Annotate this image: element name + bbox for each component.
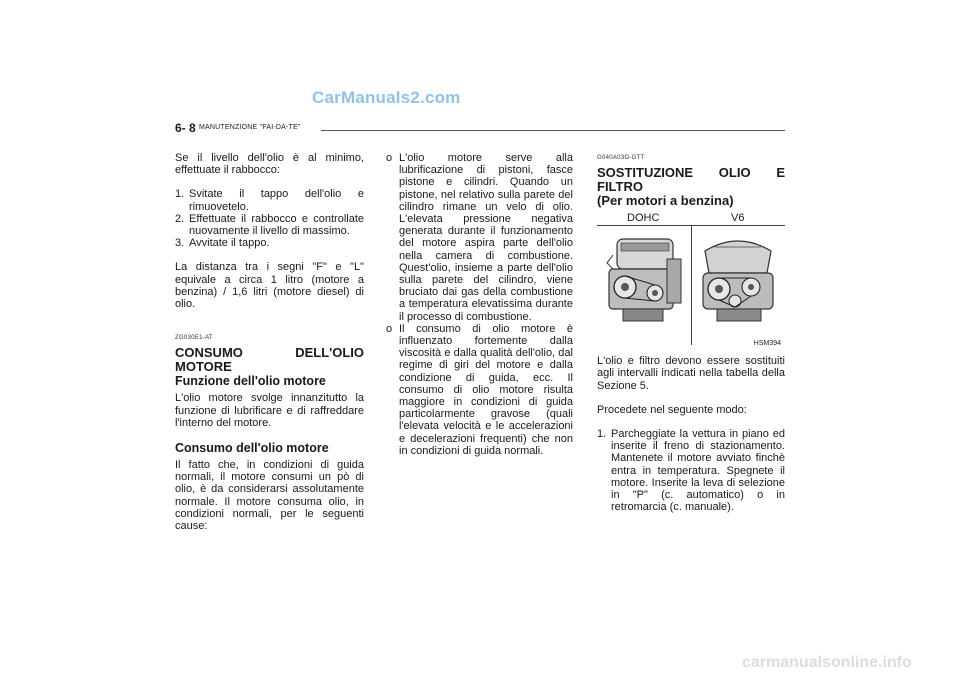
step-number: 2. [175,212,185,225]
page-header [175,121,785,137]
step-text: Parcheggiate la vettura in piano ed inserite il freno di stazionamento. Mantenete il motore avviato finchè entra in temperatura. Spegnete il motore. Inserite la leva di selezione in "P" (c. automatico) o in retromarcia (c. manuale). [611,428,785,514]
column-right [597,152,785,513]
function-subtitle: Funzione dell'olio motore [175,374,326,389]
bullet: o [386,152,393,164]
figure-code: HSM394 [753,340,781,348]
section-title: MANUTENZIONE "FAI-DA-TE" [199,124,301,131]
consumption-text: Il fatto che, in condizioni di guida normali, il motore consumi un pò di olio, è da considerarsi assolutamente normale. Il motore consuma olio, in condizioni normali, per le seguenti cause: [175,459,364,533]
list-item [175,188,364,212]
step-text: Effettuate il rabbocco e controllate nuovamente il livello di massimo. [189,212,364,238]
refill-intro: Se il livello dell'olio è al minimo, effettuate il rabbocco: [175,152,364,177]
procedure-intro: Procedete nel seguente modo: [597,403,747,416]
section-code: G040A03O-GTT [597,155,645,161]
list-item [175,213,364,237]
step-number: 3. [175,237,185,250]
interval-text: L'olio e filtro devono essere sostituiti agli intervalli indicati nella tabella della Sezione 5. [597,355,785,392]
bullet-text: L'olio motore serve alla lubrificazione di pistoni, fasce pistone e cilindri. Quando un pistone, nel relativo sulla parete del cilindro rimane un velo di olio. L'elevata pressione negativa generata durante il funzionamento del motore aspira parte dell'olio nella camera di combustione. Quest'olio, insieme a parte dell'olio sulla parete del cilindro, viene bruciato dai gas della combustione a temperatura elevatissima durante il processo di combustione. [399,152,573,323]
distance-note: La distanza tra i segni "F" e "L" equivale a circa 1 litro (motore a benzina) / 1,6 litri (motore diesel) di olio. [175,261,364,311]
section-code: ZG030E1-AT [175,335,213,342]
refill-steps [175,188,364,249]
list-item [386,152,573,323]
step-number: 1. [597,428,607,441]
step-number: 1. [175,188,185,201]
consumption-subtitle: Consumo dell'olio motore [175,441,329,456]
figure-divider [691,225,692,345]
function-text: L'olio motore svolge innanzitutto la funzione di lubrificare e di raffreddare l'interno del motore. [175,392,364,429]
figure-label-v6: V6 [731,212,745,225]
page-number: 6- 8 [175,121,196,135]
oil-change-subtitle: (Per motori a benzina) [597,193,734,209]
list-item [597,428,785,513]
column-left [175,152,364,532]
step-text: Avvitate il tappo. [189,237,270,250]
figure-label-dohc: DOHC [627,212,660,225]
bullet-text: Il consumo di olio motore è influenzato fortemente dalla viscosità e dalla qualità dell'olio, dal regime di giri del motore e dalla condizione di guida, ecc. Il consumo di olio motore risulta maggiore in condizioni di guida particolarmente gravose (quali l'elevata velocità e le accelerazioni e decelerazioni frequenti) che non in condizioni di guida normali. [399,322,573,457]
watermark-bottom: carmanualsonline.info [742,654,912,671]
engine-figure [597,211,785,351]
dohc-engine-illustration [603,229,687,329]
v6-engine-illustration [695,229,781,329]
bullet: o [386,322,393,335]
watermark-top: CarManuals2.com [312,88,461,107]
list-item [386,323,573,457]
header-rule [321,130,785,131]
consumption-title: CONSUMO DELL'OLIO MOTORE [175,345,364,375]
list-item [175,237,364,249]
step-text: Svitate il tappo dell'olio e rimuovetelo. [189,188,364,213]
oil-change-title: SOSTITUZIONE OLIO E FILTRO [597,165,785,195]
column-middle [386,152,573,457]
